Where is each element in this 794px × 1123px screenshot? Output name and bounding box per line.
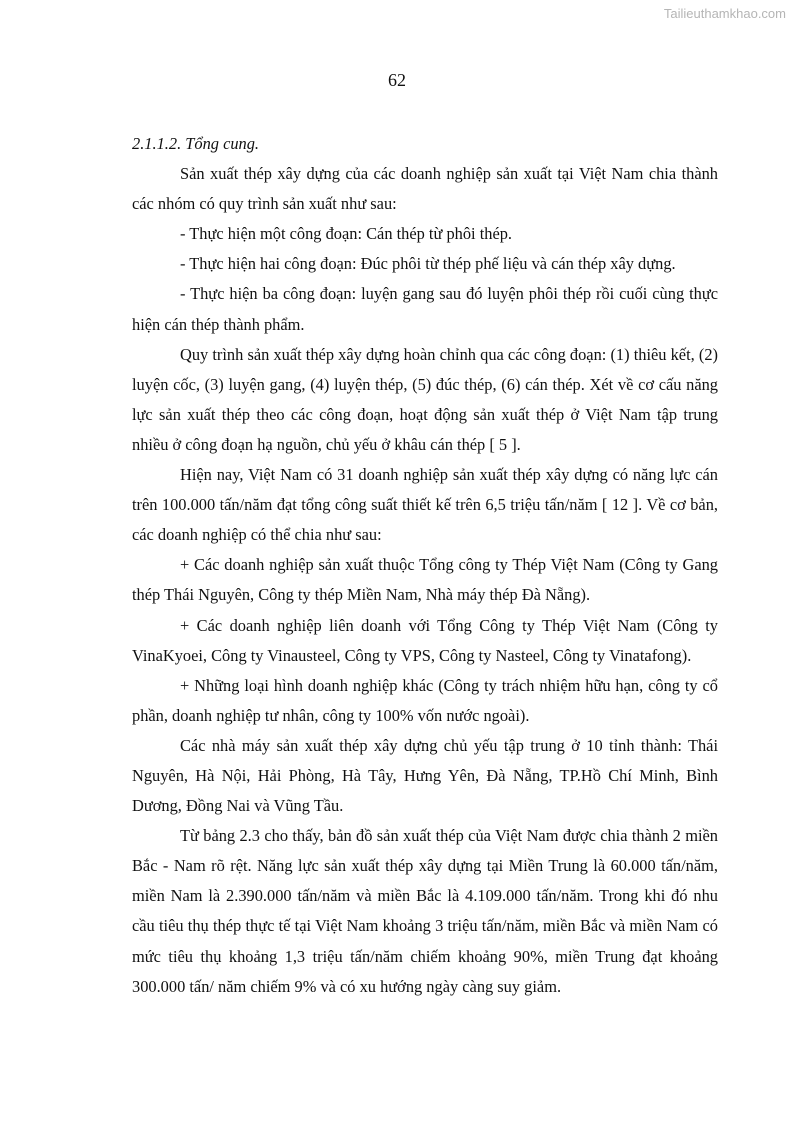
list-item: - Thực hiện hai công đoạn: Đúc phôi từ thép phế liệu và cán thép xây dựng. (180, 254, 676, 274)
paragraph: Hiện nay, Việt Nam có 31 doanh nghiệp sản xuất thép xây dựng có năng lực cán trên 100.000 tấn/năm đạt tổng công suất thiết kế trên 6,5 triệu tấn/năm [ 12 ]. Về cơ bản, các doanh nghiệp có thể chia như sau: (132, 465, 718, 545)
paragraph: Các nhà máy sản xuất thép xây dựng chủ yếu tập trung ở 10 tỉnh thành: Thái Nguyên, Hà Nội, Hải Phòng, Hà Tây, Hưng Yên, Đà Nẵng, TP.Hồ Chí Minh, Bình Dương, Đồng Nai và Vũng Tầu. (132, 735, 718, 816)
document-body (132, 129, 718, 1002)
list-item: - Thực hiện ba công đoạn: luyện gang sau đó luyện phôi thép rồi cuối cùng thực hiện cán thép thành phẩm. (132, 284, 718, 334)
paragraph: Quy trình sản xuất thép xây dựng hoàn chỉnh qua các công đoạn: (1) thiêu kết, (2) luyện cốc, (3) luyện gang, (4) luyện thép, (5) đúc thép, (6) cán thép. Xét về cơ cấu năng lực sản xuất thép theo các công đoạn, hoạt động sản xuất thép ở Việt Nam tập trung nhiều ở công đoạn hạ nguồn, chủ yếu ở khâu cán thép [ 5 ]. (132, 344, 718, 454)
list-item: + Các doanh nghiệp sản xuất thuộc Tổng công ty Thép Việt Nam (Công ty Gang thép Thái Nguyên, Công ty thép Miền Nam, Nhà máy thép Đà Nẵng). (132, 555, 718, 605)
paragraph: Từ bảng 2.3 cho thấy, bản đồ sản xuất thép của Việt Nam được chia thành 2 miền Bắc - Nam rõ rệt. Năng lực sản xuất thép xây dựng tại Miền Trung là 60.000 tấn/năm, miền Nam là 2.390.000 tấn/năm và miền Bắc là 4.109.000 tấn/năm. Trong khi đó nhu cầu tiêu thụ thép thực tế tại Việt Nam khoảng 3 triệu tấn/năm, miền Bắc và miền Nam có mức tiêu thụ khoảng 1,3 triệu tấn/năm chiếm khoảng 90%, miền Trung đạt khoảng 300.000 tấn/ năm chiếm 9% và có xu hướng ngày càng suy giảm. (132, 826, 718, 996)
page-number: 62 (388, 70, 406, 90)
paragraph: Sản xuất thép xây dựng của các doanh nghiệp sản xuất tại Việt Nam chia thành các nhóm có quy trình sản xuất như sau: (132, 164, 718, 214)
list-item: + Những loại hình doanh nghiệp khác (Công ty trách nhiệm hữu hạn, công ty cổ phần, doanh nghiệp tư nhân, công ty 100% vốn nước ngoài). (132, 675, 718, 725)
watermark: Tailieuthamkhao.com (663, 6, 786, 21)
section-heading: 2.1.1.2. Tổng cung. (132, 134, 260, 153)
list-item: + Các doanh nghiệp liên doanh với Tổng Công ty Thép Việt Nam (Công ty VinaKyoei, Công ty Vinausteel, Công ty VPS, Công ty Nasteel, Công ty Vinatafong). (132, 615, 718, 665)
list-item: - Thực hiện một công đoạn: Cán thép từ phôi thép. (180, 224, 513, 244)
